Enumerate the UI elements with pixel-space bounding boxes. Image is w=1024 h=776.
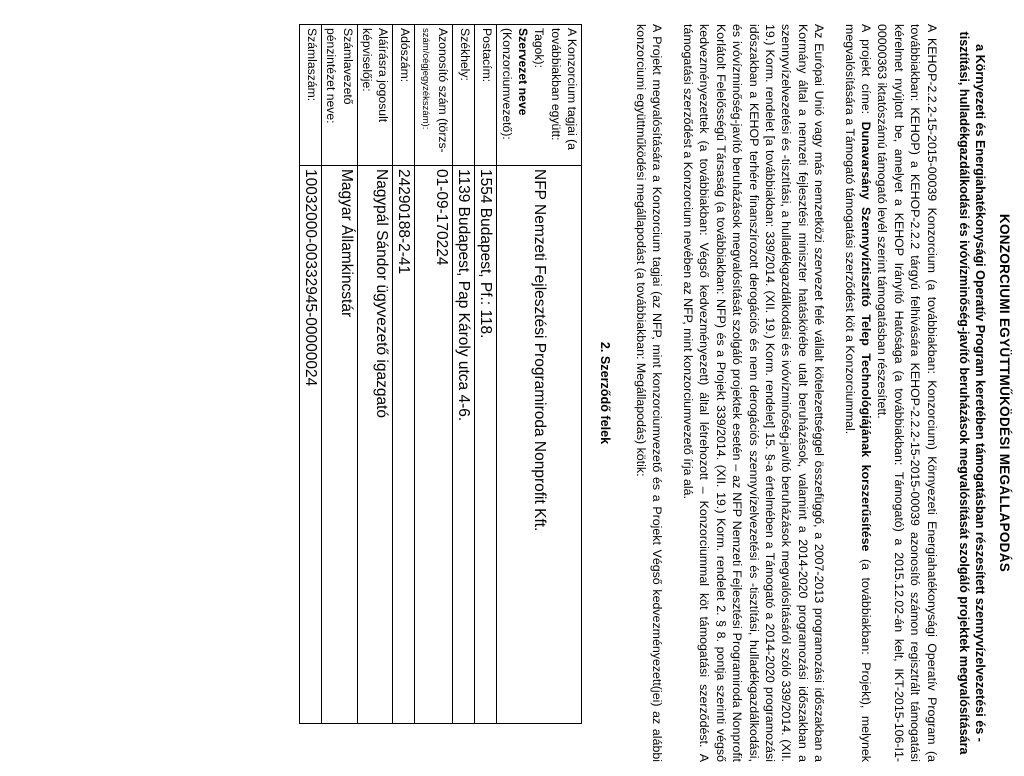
row-label: Adószám: — [393, 25, 415, 166]
row-label-cell — [415, 25, 453, 166]
table-row — [453, 25, 475, 724]
row-value: 10032000-00332945-00000024 — [299, 166, 321, 724]
members-label: A Konzorcium tagjai (a továbbiakban együtt: Tagok): — [532, 28, 580, 150]
org-label: Szervezet neve — [516, 28, 531, 116]
project-title-paragraph — [841, 24, 874, 762]
row-label: Postacím: — [475, 25, 497, 166]
intro-paragraph-2: Az Európai Unió vagy más nemzetközi szervezet felé vállalt kötelezettséggel összefüggő, a 2007-2013 programozási időszakban a Kormány által a nemzeti fejlesztési miniszter hatáskörébe utalt beruházások, valamint a 2014-2020 programozási időszakban a szennyvízelvezetési és -tisztítási, a hulladékgazdálkodási és ivóvízminőség-javító beruházások megvalósításáról szóló 339/2014. (XII. 19.) Korm. rendelet [a továbbiakban: 339/2014. (XII. 19.) Korm. rendelet] 15. §-a értelmében a Támogató a 2014-2020 programozási időszakban a KEHOP terhére finanszírozott derogációs és nem derogációs szennyvízelvezetési és -tisztítási, hulladékgazdálkodási, és ivóvízminőség-javító beruházások megvalósítását szolgáló projektek esetén – az NFP Nemzeti Fejlesztési Programiroda Nonprofit Korlátolt Felelősségű Társaság (a továbbiakban: NFP) és a Projekt 339/2014. (XII. 19.) Korm. rendelet 2. § 8. pontja szerinti végső kedvezményezettek (a továbbiakban: Végső kedvezményezett) által létrehozott – Konzorciummal köt támogatási szerződést. A támogatási szerződést a Konzorcium nevében az NFP, mint konzorciumvezető írja alá. — [680, 24, 827, 762]
project-title-prefix: A projekt címe: — [858, 24, 873, 122]
row-label: Azonosító szám (törzs- — [436, 28, 451, 153]
table-row — [497, 25, 582, 724]
org-name-value: NFP Nemzeti Fejlesztési Programiroda Nonprofit Kft. — [497, 166, 582, 724]
table-row — [475, 25, 497, 724]
document-title: KONZORCIUMI EGYÜTTMŰKÖDÉSI MEGÁLLAPODÁS — [997, 213, 1012, 573]
section-heading-parties: 2. Szerződő felek — [597, 341, 612, 445]
table-row — [357, 25, 393, 724]
row-value: Magyar Államkincstár — [321, 166, 357, 724]
row-label: Számlaszám: — [299, 25, 321, 166]
table-row — [415, 25, 453, 724]
org-label-sub: (Konzorciumvezető): — [499, 28, 514, 140]
row-label: Számlavezető pénzintézet neve: — [321, 25, 357, 166]
table-row — [299, 25, 321, 724]
row-label: Székhely: — [453, 25, 475, 166]
project-title-suffix: (a továbbiakban: Projekt), melynek megvalósítására a Támogató támogatási szerződést köt a Konzorciummal. — [842, 24, 873, 762]
intro-paragraph-1: A KEHOP-2.2.2-15-2015-00039 Konzorcium (a továbbiakban: Konzorcium) Környezeti Energiahatékonysági Operatív Program (a továbbiakban: KEHOP) a KEHOP-2.2.2 tárgyú felhívására KEHOP-2.2.2-15-2015-00039 azonosító számon regisztrált támogatási kérelmet nyújtott be, amelyet a KEHOP Irányító Hatósága (a továbbiakban: Támogató) a 2015.12.02-án kelt, IKT-2015-106-I1-00000363 iktatószámú támogató levél szerint támogatásban részesített. — [875, 24, 939, 762]
row-value: 01-09-170224 — [415, 166, 453, 724]
parties-table — [299, 24, 582, 724]
intro-paragraph-3: A Projekt megvalósítására a Konzorcium tagjai (az NFP, mint konzorciumvezető és a Projekt Végső kedvezményezett(jei) az alábbi konzorciumi együttműködési megállapodást (a továbbiakban: Megállapodás) kötik: — [634, 24, 665, 762]
document-subtitle: a Környezeti és Energiahatékonysági Operatív Program keretében támogatásban részesített szennyvízelvezetési és -tisztítási, hulladékgazdálkodási és ivóvízminőség-javító beruházások megvalósítását szolgáló projektek megvalósítására — [956, 31, 987, 755]
row-label: Aláírásra jogosult képviselője: — [357, 25, 393, 166]
row-value: 24290188-2-41 — [393, 166, 415, 724]
table-row — [321, 25, 357, 724]
row-label-small: szám/cégjegyzékszám): — [419, 28, 431, 130]
project-title: Dunavarsány Szennyvíztisztító Telep Technológiájának korszerűsítése — [858, 121, 873, 552]
row-value: Nagypál Sándor ügyvezető igazgató — [357, 166, 393, 724]
table-row — [393, 25, 415, 724]
members-label-cell — [497, 25, 582, 166]
row-value: 1139 Budapest, Pap Károly utca 4-6. — [453, 166, 475, 724]
row-value: 1554 Budapest, Pf.: 118. — [475, 166, 497, 724]
